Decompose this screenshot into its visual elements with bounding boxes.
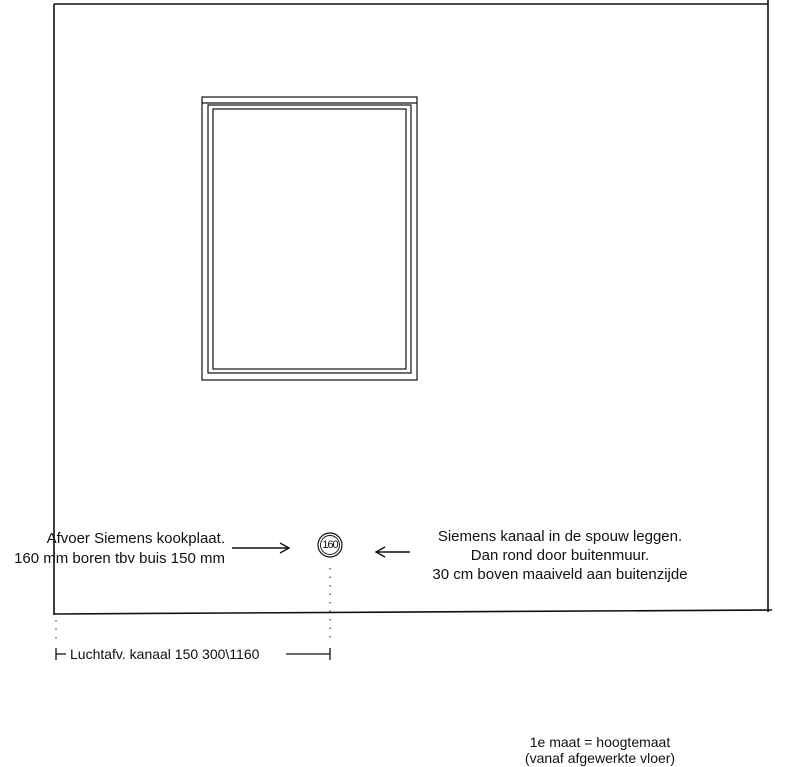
left-note-line-1: Afvoer Siemens kookplaat. bbox=[46, 530, 225, 547]
window-glass bbox=[213, 109, 406, 369]
window-inner-frame bbox=[208, 105, 411, 373]
right-note-line-1: Siemens kanaal in de spouw leggen. bbox=[437, 528, 683, 545]
wall-bottom-edge bbox=[54, 610, 772, 614]
wall-outline bbox=[54, 0, 772, 615]
right-note-line-3: 30 cm boven maaiveld aan buitenzijde bbox=[432, 566, 688, 583]
right-note-line-2: Dan rond door buitenmuur. bbox=[470, 547, 650, 564]
left-note-arrow bbox=[232, 543, 289, 553]
dimension-label: Luchtafv. kanaal 150 300\1160 bbox=[70, 646, 260, 662]
legend-line-2: (vanaf afgewerkte vloer) bbox=[524, 750, 676, 766]
duct-marker-number: 160 bbox=[322, 539, 338, 551]
window-outer-frame bbox=[202, 97, 417, 380]
window-frame bbox=[202, 97, 417, 380]
left-note-line-2: 160 mm boren tbv buis 150 mm bbox=[14, 550, 225, 567]
legend-line-1: 1e maat = hoogtemaat bbox=[529, 734, 671, 750]
dimension-reference-lines bbox=[56, 568, 330, 640]
right-note-arrow bbox=[376, 547, 410, 557]
